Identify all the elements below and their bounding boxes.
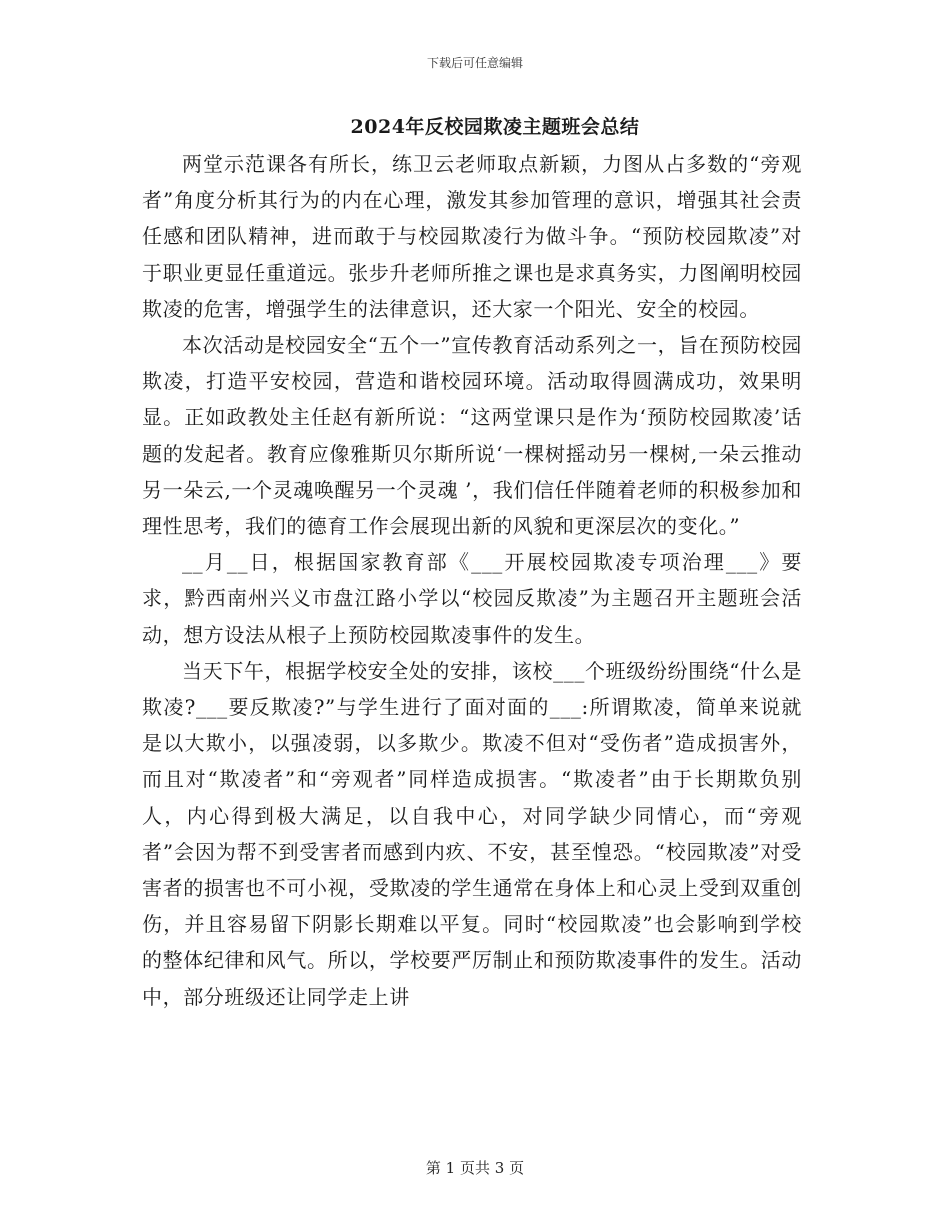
paragraph: 两堂示范课各有所长，练卫云老师取点新颖，力图从占多数的“旁观者”角度分析其行为的内在心理，激发其参加管理的意识，增强其社会责任感和团队精神，进而敢于与校园欺凌行为做斗争。“预防校园欺凌”对于职业更显任重道远。张步升老师所推之课也是求真务实，力图阐明校园欺凌的危害，增强学生的法律意识，还大家一个阳光、安全的校园。: [142, 152, 802, 321]
paragraph: 当天下午，根据学校安全处的安排，该校___个班级纷纷围绕“什么是欺凌?___要反欺凌?”与学生进行了面对面的___:所谓欺凌，简单来说就是以大欺小，以强凌弱，以多欺少。欺凌不但对“受伤者”造成损害外，而且对“欺凌者”和“旁观者”同样造成损害。“欺凌者”由于长期欺负别人，内心得到极大满足，以自我中心，对同学缺少同情心，而“旁观者”会因为帮不到受害者而感到内疚、不安，甚至惶恐。“校园欺凌”对受害者的损害也不可小视，受欺凌的学生通常在身体上和心灵上受到双重创伤，并且容易留下阴影长期难以平复。同时“校园欺凌”也会影响到学校的整体纪律和风气。所以，学校要严厉制止和预防欺凌事件的发生。活动中，部分班级还让同学走上讲: [142, 658, 802, 1009]
paragraph: __月__日，根据国家教育部《___开展校园欺凌专项治理___》要求，黔西南州兴义市盘江路小学以“校园反欺凌”为主题召开主题班会活动，想方设法从根子上预防校园欺凌事件的发生。: [142, 550, 802, 647]
paragraph: 本次活动是校园安全“五个一”宣传教育活动系列之一，旨在预防校园欺凌，打造平安校园，营造和谐校园环境。活动取得圆满成功，效果明显。正如政教处主任赵有新所说：“这两堂课只是作为‘预防校园欺凌’话题的发起者。教育应像雅斯贝尔斯所说‘一棵树摇动另一棵树,一朵云推动另一朵云,一个灵魂唤醒另一个灵魂 ’，我们信任伴随着老师的积极参加和理性思考，我们的德育工作会展现出新的风貌和更深层次的变化。”: [142, 333, 802, 539]
page-number: 第 1 页共 3 页: [425, 1159, 525, 1177]
header-note: 下载后可任意编辑: [426, 56, 523, 70]
document-title: 2024年反校园欺凌主题班会总结: [350, 116, 640, 138]
document-body: [142, 146, 802, 1015]
